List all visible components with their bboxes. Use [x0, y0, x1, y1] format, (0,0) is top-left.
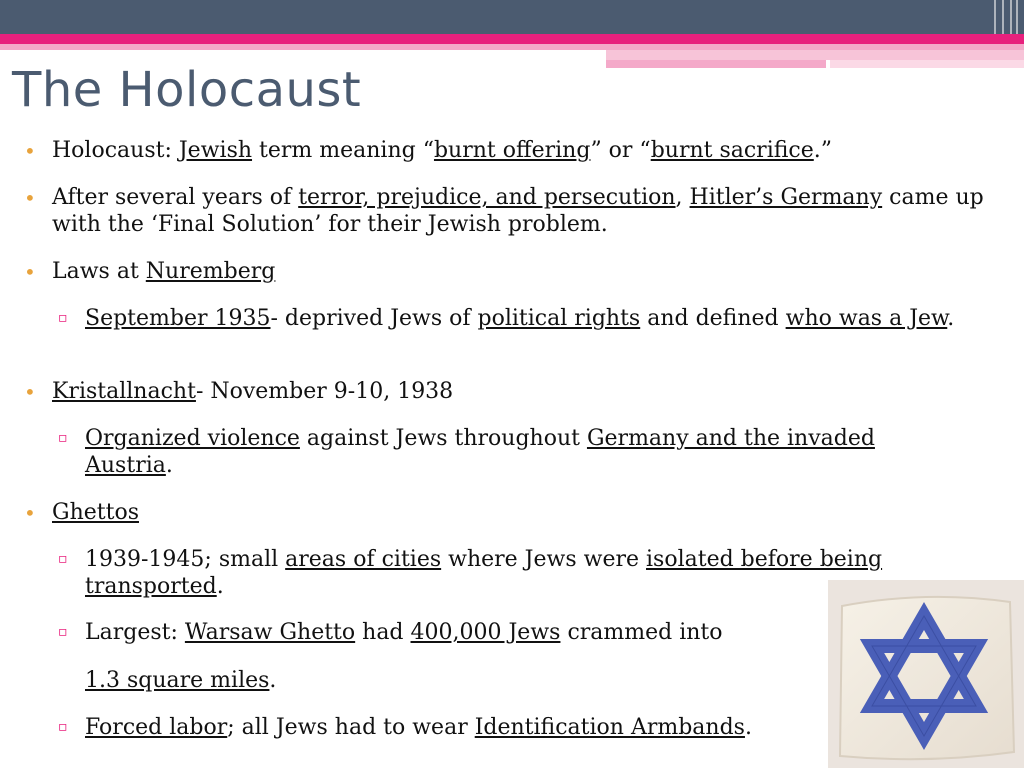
- accent-stripe: [606, 50, 1024, 60]
- underlined-term: Kristallnacht: [52, 379, 196, 404]
- underlined-term: September 1935: [85, 306, 271, 331]
- underlined-term: isolated before being transported: [85, 547, 883, 599]
- underlined-term: Organized violence: [85, 426, 300, 451]
- text-run: .: [744, 715, 752, 740]
- sub-bullet-item: [0, 619, 965, 646]
- underlined-term: Ghettos: [52, 500, 139, 525]
- text-run: ; all Jews had to wear: [227, 715, 475, 740]
- bullet-item: [0, 258, 987, 285]
- sub-bullet-item: [0, 546, 965, 600]
- sub-bullet-item: [0, 305, 965, 332]
- sub-bullet-item: [0, 667, 825, 694]
- bullet-item: [0, 137, 987, 164]
- underlined-term: burnt offering: [433, 138, 591, 163]
- star-of-david-icon: [828, 580, 1024, 768]
- sub-bullet-item: [0, 425, 965, 479]
- text-run: .: [216, 574, 224, 599]
- underlined-term: Identification Armbands: [474, 715, 745, 740]
- bullet-item: [0, 184, 987, 238]
- underlined-term: 1.3 square miles: [85, 668, 270, 693]
- underlined-term: 400,000 Jews: [410, 620, 561, 645]
- square-bullet-icon: ▫: [58, 430, 68, 446]
- underlined-term: Warsaw Ghetto: [184, 620, 356, 645]
- text-run: 1939-1945; small: [85, 547, 286, 572]
- text-run: ,: [675, 185, 690, 210]
- text-run: - deprived Jews of: [270, 306, 478, 331]
- text-run: came up with the ‘Final Solution’ for their Jewish problem.: [52, 185, 984, 237]
- underlined-term: Forced labor: [85, 715, 228, 740]
- text-run: had: [355, 620, 411, 645]
- text-run: Laws at: [52, 259, 146, 284]
- square-bullet-icon: ▫: [58, 310, 68, 326]
- accent-stripe: [606, 60, 826, 68]
- slide-title: The Holocaust: [12, 62, 362, 118]
- text-run: ” or “: [590, 138, 651, 163]
- underlined-term: Nuremberg: [145, 259, 276, 284]
- text-run: .: [269, 668, 277, 693]
- bullet-icon: •: [24, 380, 36, 404]
- text-run: crammed into: [560, 620, 723, 645]
- underlined-term: burnt sacrifice: [650, 138, 814, 163]
- text-run: and defined: [640, 306, 786, 331]
- bullet-icon: •: [24, 501, 36, 525]
- bullet-icon: •: [24, 260, 36, 284]
- text-run: term meaning “: [252, 138, 434, 163]
- underlined-term: Jewish: [178, 138, 253, 163]
- square-bullet-icon: ▫: [58, 624, 68, 640]
- underlined-term: areas of cities: [285, 547, 442, 572]
- underlined-term: who was a Jew: [785, 306, 948, 331]
- underlined-term: political rights: [477, 306, 641, 331]
- text-run: .: [947, 306, 955, 331]
- accent-stripe: [0, 34, 1024, 44]
- accent-stripe: [830, 60, 1024, 68]
- text-run: Largest:: [85, 620, 185, 645]
- bullet-item: [0, 499, 987, 526]
- text-run: After several years of: [52, 185, 299, 210]
- text-run: .”: [813, 138, 833, 163]
- underlined-term: Hitler’s Germany: [689, 185, 883, 210]
- text-run: against Jews throughout: [299, 426, 587, 451]
- header-bar: [0, 0, 1024, 34]
- sub-bullet-item: [0, 714, 965, 741]
- underlined-term: Germany and the invaded Austria: [85, 426, 875, 478]
- armband-image: [828, 580, 1024, 768]
- text-run: - November 9-10, 1938: [195, 379, 454, 404]
- text-run: Holocaust:: [52, 138, 179, 163]
- underlined-term: terror, prejudice, and persecution: [298, 185, 676, 210]
- square-bullet-icon: ▫: [58, 551, 68, 567]
- text-run: where Jews were: [441, 547, 647, 572]
- bullet-item: [0, 378, 987, 405]
- bullet-icon: •: [24, 186, 36, 210]
- bullet-icon: •: [24, 139, 36, 163]
- text-run: .: [165, 453, 173, 478]
- square-bullet-icon: ▫: [58, 719, 68, 735]
